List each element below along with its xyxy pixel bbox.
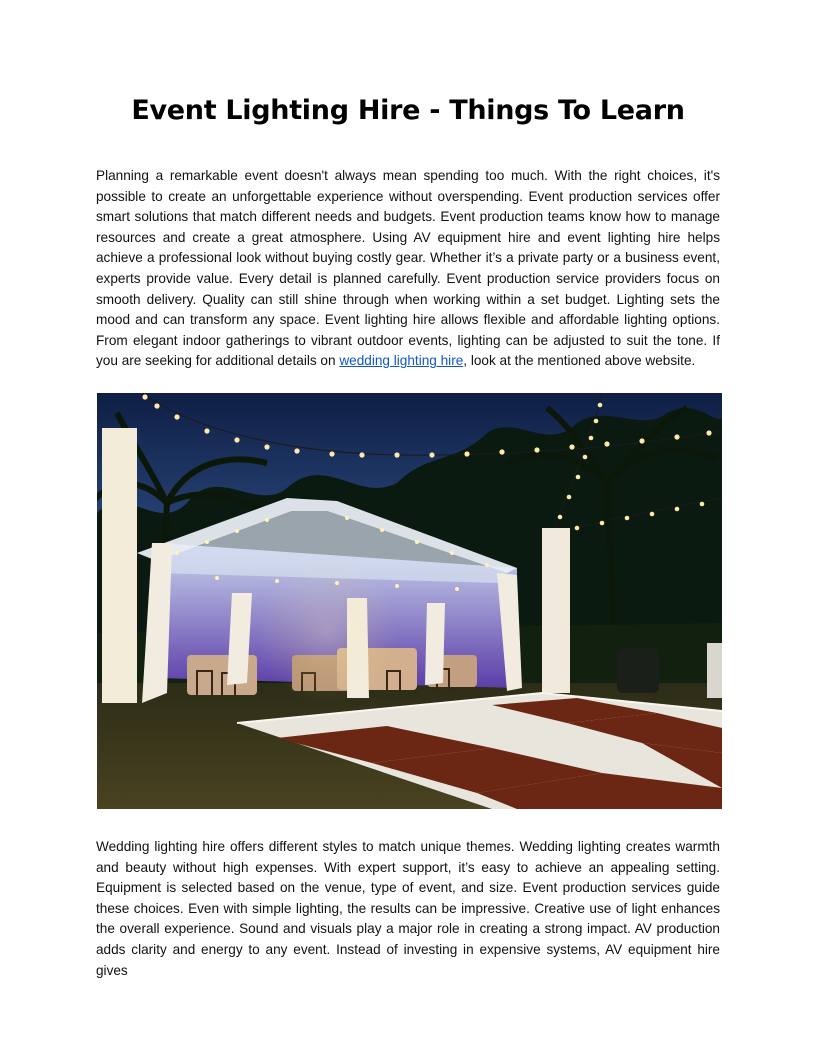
planter [617, 648, 659, 693]
intro-text: Planning a remarkable event doesn't always mean spending too much. With the right choices, it's possible to create an unforgettable experience without overspending. Event production services offer smart solutions that match different needs and budgets. Event production teams know how to manage resources and create a great atmosphere. Using AV equipment hire and event lighting hire helps achieve a professional look without buying costly gear. Whether it’s a private party or a business event, experts provide value. Every detail is planned carefully. Event production service providers focus on smooth delivery. Quality can still shine through when working within a set budget. Lighting sets the mood and can transform any space. Event lighting hire allows flexible and affordable lighting options. From elegant indoor gatherings to vibrant outdoor events, lighting can be adjusted to suit the tone. If you are seeking for additional details on [96, 168, 720, 369]
event-tent-illustration [97, 393, 722, 809]
intro-paragraph [96, 166, 720, 372]
wedding-lighting-hire-link[interactable]: wedding lighting hire [339, 353, 464, 369]
pillar-right [542, 528, 570, 693]
intro-text-end: , look at the mentioned above website. [463, 353, 696, 369]
page-title: Event Lighting Hire - Things To Learn [131, 95, 685, 126]
body-paragraph: Wedding lighting hire offers different styles to match unique themes. Wedding lighting creates warmth and beauty without high expenses. With expert support, it’s easy to achieve an appealing setting. Equipment is selected based on the venue, type of event, and size. Event production services guide these choices. Even with simple lighting, the results can be impressive. Creative use of light enhances the overall experience. Sound and visuals play a major role in creating a strong impact. AV production adds clarity and energy to any event. Instead of investing in expensive systems, AV equipment hire gives [96, 839, 720, 978]
planter-far [707, 643, 722, 698]
pillar-left [102, 428, 137, 703]
warm-glow [257, 563, 397, 703]
event-tent-photo [97, 393, 722, 809]
